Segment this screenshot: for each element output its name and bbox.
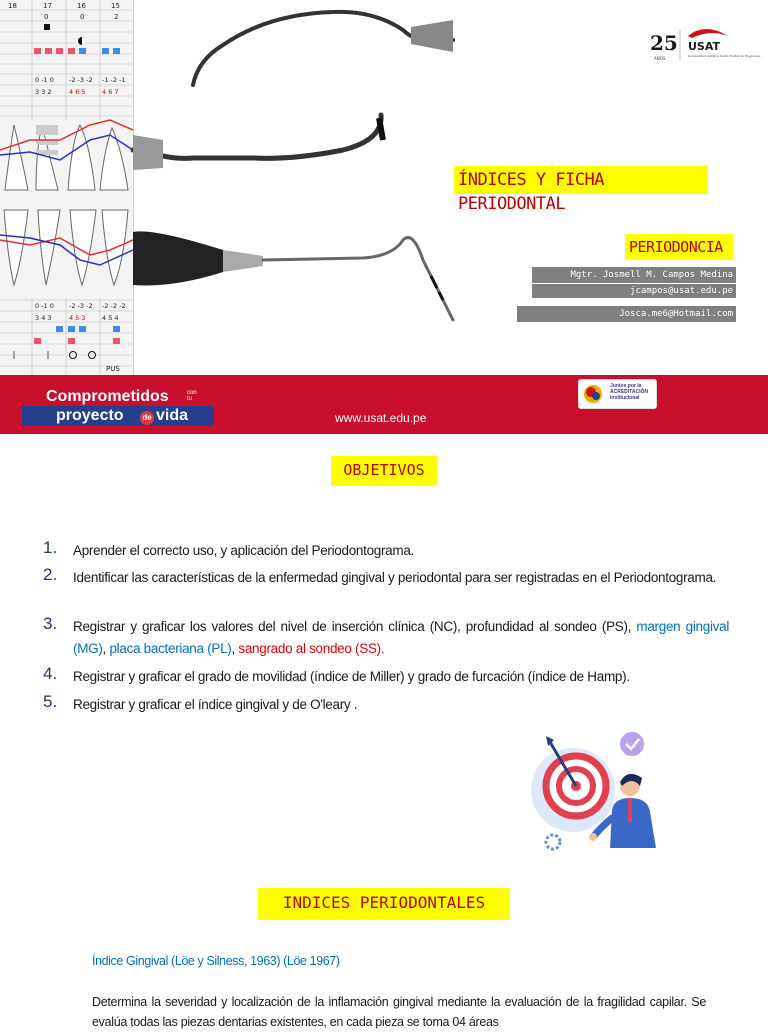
highlight-mg: margen gingival (MG) (73, 619, 730, 656)
svg-text:-1 -2 -1: -1 -2 -1 (102, 76, 126, 84)
university-name: USAT (688, 40, 721, 53)
list-item (40, 540, 728, 562)
slide-subtitle: PERIODONCIA (625, 234, 733, 260)
author-email-alt[interactable]: Josca.me6@Hotmail.com (517, 306, 736, 322)
list-text-end: . (380, 641, 385, 656)
tooth-number: 16 (77, 2, 86, 10)
probe-graphic (133, 0, 453, 375)
list-text: Registrar y graficar el índice gingival y de O'leary . (73, 697, 358, 712)
indices-title: INDICES PERIODONTALES (258, 888, 510, 920)
chart-value: 0 (80, 13, 85, 21)
svg-text:4 5 4: 4 5 4 (102, 314, 119, 322)
author-name: Mgtr. Josmell M. Campos Medina (532, 267, 736, 283)
svg-text:4 6 5: 4 6 5 (69, 88, 86, 96)
list-number: 2. (43, 565, 58, 584)
svg-text:4 6 7: 4 6 7 (102, 88, 119, 96)
highlight-pl: placa bacteriana (PL) (109, 641, 232, 656)
chart-value: 0 (44, 13, 49, 21)
author-email[interactable]: jcampos@usat.edu.pe (532, 284, 736, 298)
highlight-ss: sangrado al sondeo (SS) (238, 641, 381, 656)
chart-value: 2 (114, 13, 119, 21)
list-text-part: Registrar y graficar los valores del nivel de inserción clínica (NC), profundidad al sondeo (PS), (73, 619, 632, 634)
list-item (40, 666, 728, 688)
periodontogram-image (0, 0, 134, 375)
svg-text:0 -1 0: 0 -1 0 (35, 302, 54, 310)
list-text: Registrar y graficar el grado de movilidad (índice de Miller) y grado de furcación (índice de Hamp). (73, 669, 630, 684)
list-item (40, 616, 728, 660)
brand-slogan-con: con tu (187, 390, 197, 402)
list-text: Aprender el correcto uso, y aplicación del Periodontograma. (73, 543, 414, 558)
pus-label: PUS (106, 365, 120, 373)
target-illustration (528, 730, 668, 855)
tooth-number: 15 (111, 2, 120, 10)
svg-text:4 5 3: 4 5 3 (69, 314, 86, 322)
slide-title: ÍNDICES Y FICHA PERIODONTAL (454, 166, 708, 194)
list-text-sep: , (102, 641, 106, 656)
list-text-sep: , (231, 641, 235, 656)
brand-slogan-line1: Comprometidos (46, 388, 169, 405)
tooth-number: 17 (43, 2, 52, 10)
brand-slogan-vida: vida (156, 407, 189, 424)
objectives-title: OBJETIVOS (331, 456, 437, 486)
brand-slogan-proyecto: proyecto (56, 407, 124, 424)
university-subtitle: Universidad Católica Santo Toribio de Mogrovejo (688, 54, 761, 58)
list-item (40, 567, 728, 611)
anniversary-label: AÑOS (654, 56, 666, 61)
list-number: 1. (43, 538, 58, 557)
svg-text:-2 -3 -2: -2 -3 -2 (69, 302, 93, 310)
gingival-index-paragraph: Determina la severidad y localización de la inflamación gingival mediante la evaluación de la fragilidad capilar. Se evalúa todas las piezas dentarias existentes, en cada pieza se toma 04 áreas (92, 995, 706, 1029)
svg-text:-2 -3 -2: -2 -3 -2 (69, 76, 93, 84)
anniversary-number: 25 (650, 31, 678, 55)
svg-text:3 3 2: 3 3 2 (35, 88, 52, 96)
periodontogram-graphic (0, 0, 133, 375)
list-text (73, 616, 729, 660)
accreditation-text: Juntos por la ACREDITACIÓN Institucional (610, 383, 648, 401)
target-graphic (528, 730, 668, 855)
svg-text:0 -1 0: 0 -1 0 (35, 76, 54, 84)
svg-text:3 4 3: 3 4 3 (35, 314, 52, 322)
logo-graphic (630, 24, 761, 64)
brand-slogan-de: de (140, 411, 154, 425)
website-link[interactable]: www.usat.edu.pe (335, 411, 427, 425)
svg-text:-2 -2 -2: -2 -2 -2 (102, 302, 126, 310)
list-item (40, 694, 728, 716)
tooth-number: 18 (8, 2, 17, 10)
list-number: 3. (43, 614, 58, 633)
usat-logo (630, 24, 761, 64)
list-number: 4. (43, 664, 58, 683)
list-number: 5. (43, 692, 58, 711)
periodontal-probe-image (133, 0, 453, 375)
list-text: Identificar las características de la enfermedad gingival y periodontal para ser registradas en el Periodontograma. (73, 570, 717, 585)
gingival-index-heading: Índice Gingival (Löe y Silness, 1963) (Löe 1967) (92, 954, 340, 968)
accreditation-icon (579, 380, 609, 408)
